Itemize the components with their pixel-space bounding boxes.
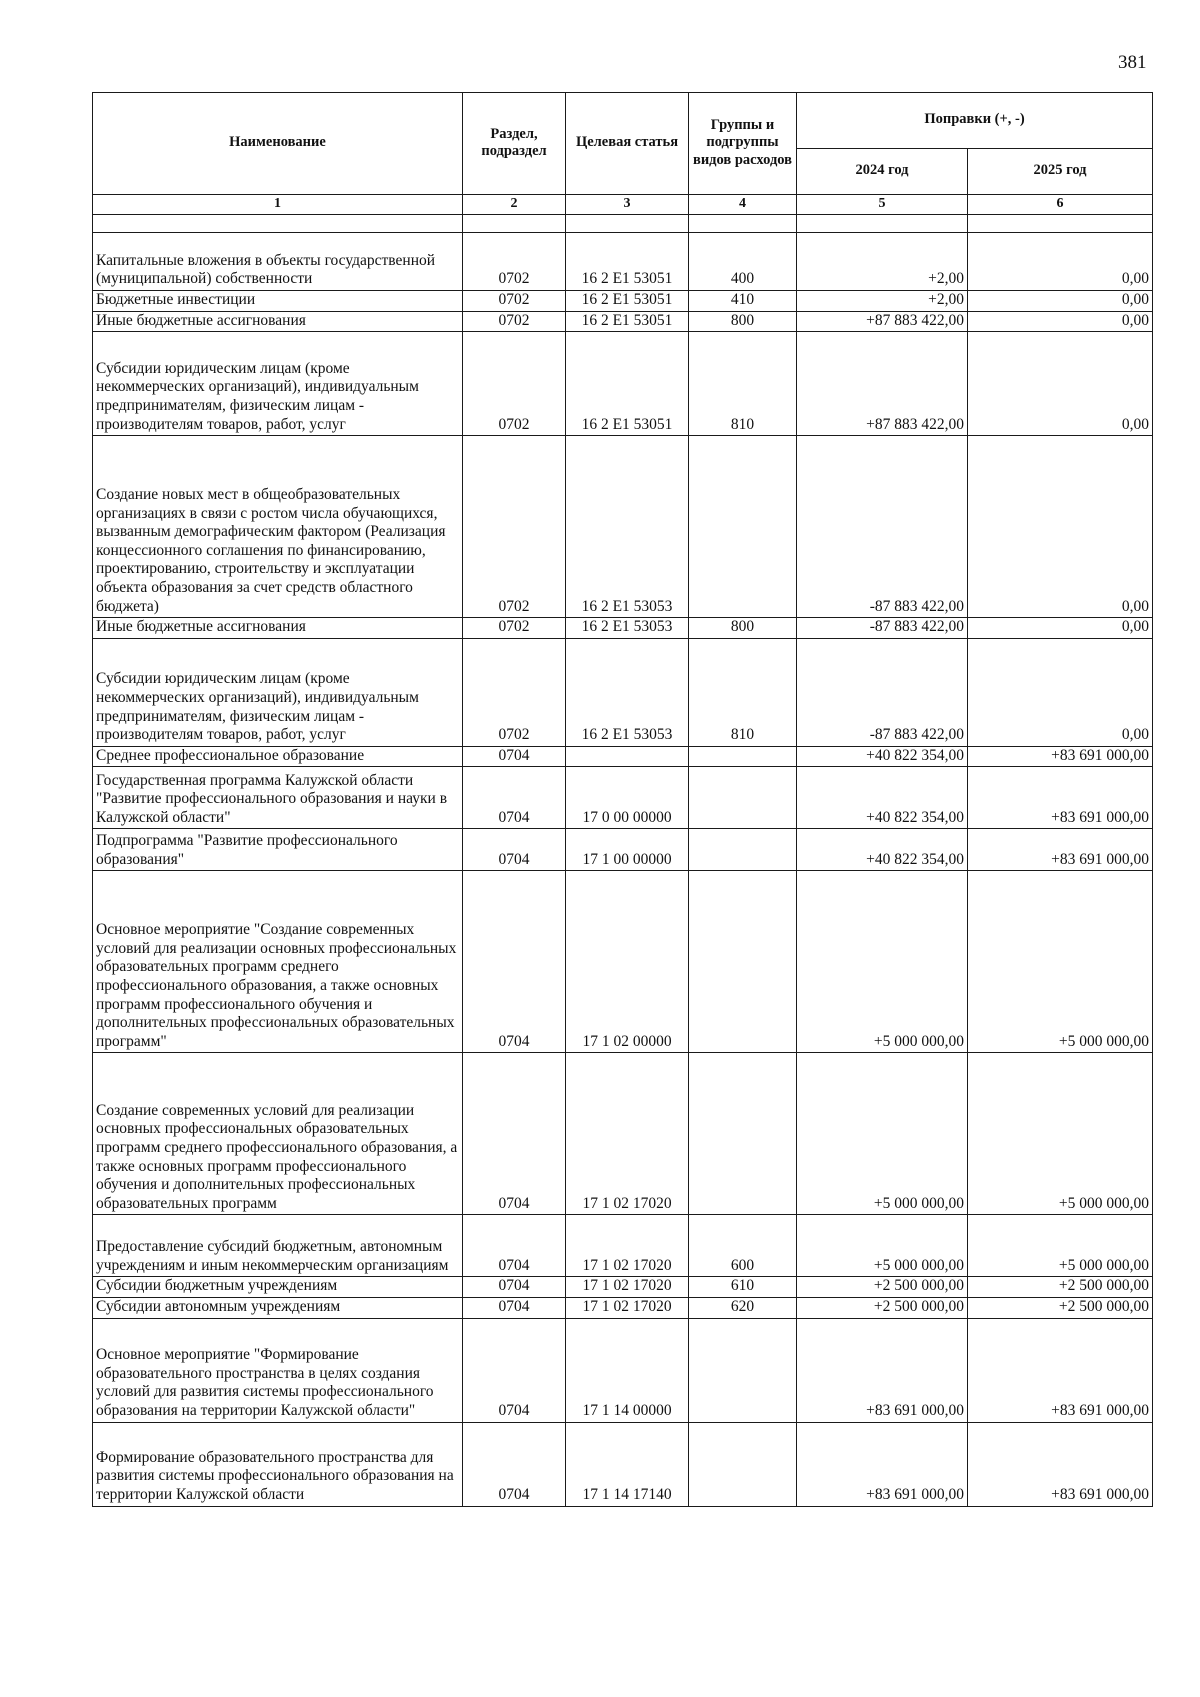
row-name: Бюджетные инвестиции [93,291,463,312]
table-row [93,436,1153,618]
table-row [93,1318,1153,1422]
table-row [93,746,1153,767]
row-section: 0704 [463,871,566,1053]
header-name: Наименование [93,93,463,195]
header-groups: Группы и подгруппы видов расходов [689,93,797,195]
row-section: 0702 [463,638,566,746]
row-name: Субсидии юридическим лицам (кроме некоммерческих организаций), индивидуальным предпринимателям, физическим лицам - производителям товаров, работ, услуг [93,638,463,746]
column-number: 4 [689,195,797,215]
row-amount-2025: 0,00 [968,233,1153,291]
row-amount-2024: -87 883 422,00 [797,618,968,639]
page-number: 381 [1118,52,1147,73]
row-amount-2024: +2 500 000,00 [797,1297,968,1318]
row-target: 16 2 E1 53051 [566,332,689,436]
row-target: 17 1 02 17020 [566,1277,689,1298]
row-section: 0704 [463,1215,566,1277]
row-target: 17 1 02 17020 [566,1215,689,1277]
row-amount-2025: +83 691 000,00 [968,1422,1153,1506]
header-year-2024: 2024 год [797,149,968,195]
row-name: Формирование образовательного пространства для развития системы профессионального образования на территории Калужской области [93,1422,463,1506]
row-target: 17 1 00 00000 [566,829,689,871]
row-group: 810 [689,638,797,746]
row-amount-2025: +2 500 000,00 [968,1297,1153,1318]
row-amount-2025: +5 000 000,00 [968,1215,1153,1277]
row-name: Предоставление субсидий бюджетным, автономным учреждениям и иным некоммерческим организациям [93,1215,463,1277]
header-target: Целевая статья [566,93,689,195]
row-group [689,829,797,871]
row-group [689,1318,797,1422]
table-row [93,1297,1153,1318]
row-amount-2025: +83 691 000,00 [968,1318,1153,1422]
row-target: 17 1 02 17020 [566,1053,689,1215]
row-group [689,746,797,767]
table-row [93,311,1153,332]
column-number: 3 [566,195,689,215]
column-number: 1 [93,195,463,215]
row-group: 810 [689,332,797,436]
row-amount-2025: +2 500 000,00 [968,1277,1153,1298]
row-group: 800 [689,311,797,332]
table-row [93,332,1153,436]
row-amount-2024: +87 883 422,00 [797,332,968,436]
column-number: 2 [463,195,566,215]
row-name: Среднее профессиональное образование [93,746,463,767]
row-name: Субсидии бюджетным учреждениям [93,1277,463,1298]
row-section: 0704 [463,767,566,829]
row-section: 0702 [463,436,566,618]
row-amount-2025: 0,00 [968,436,1153,618]
row-amount-2025: +83 691 000,00 [968,746,1153,767]
row-target: 17 0 00 00000 [566,767,689,829]
row-amount-2024: +83 691 000,00 [797,1318,968,1422]
row-section: 0704 [463,1297,566,1318]
row-group: 410 [689,291,797,312]
row-amount-2024: +5 000 000,00 [797,1215,968,1277]
table-row [93,291,1153,312]
row-amount-2025: +83 691 000,00 [968,829,1153,871]
row-name: Иные бюджетные ассигнования [93,311,463,332]
row-amount-2024: +40 822 354,00 [797,767,968,829]
row-target: 16 2 E1 53053 [566,436,689,618]
table-row [93,1215,1153,1277]
row-amount-2024: +5 000 000,00 [797,1053,968,1215]
budget-table [92,92,1153,1507]
row-name: Создание современных условий для реализации основных профессиональных образовательных программ среднего профессионального образования, а также основных программ профессионального обучения и дополнительных профессиональных образовательных программ [93,1053,463,1215]
table-row [93,829,1153,871]
table-row [93,638,1153,746]
row-amount-2024: -87 883 422,00 [797,436,968,618]
header-amendments: Поправки (+, -) [797,93,1153,149]
row-target: 16 2 E1 53051 [566,233,689,291]
row-group: 600 [689,1215,797,1277]
row-section: 0704 [463,1277,566,1298]
row-group [689,1422,797,1506]
row-section: 0702 [463,233,566,291]
table-body [93,233,1153,1507]
row-amount-2024: -87 883 422,00 [797,638,968,746]
row-name: Капитальные вложения в объекты государственной (муниципальной) собственности [93,233,463,291]
header-row [93,93,1153,149]
table-row [93,767,1153,829]
row-amount-2025: 0,00 [968,618,1153,639]
row-amount-2025: 0,00 [968,638,1153,746]
row-name: Создание новых мест в общеобразовательных организациях в связи с ростом числа обучающихся, вызванным демографическим фактором (Реализация концессионного соглашения по финансированию, проектированию, строительству и эксплуатации объекта образования за счет средств областного бюджета) [93,436,463,618]
row-amount-2024: +40 822 354,00 [797,746,968,767]
row-amount-2025: 0,00 [968,311,1153,332]
row-amount-2024: +87 883 422,00 [797,311,968,332]
row-group: 400 [689,233,797,291]
row-name: Основное мероприятие "Формирование образовательного пространства в целях создания условий для развития системы профессионального образования на территории Калужской области" [93,1318,463,1422]
row-target: 17 1 14 00000 [566,1318,689,1422]
row-amount-2024: +83 691 000,00 [797,1422,968,1506]
row-group [689,1053,797,1215]
row-amount-2024: +2 500 000,00 [797,1277,968,1298]
row-target: 16 2 E1 53053 [566,618,689,639]
table-row [93,1422,1153,1506]
row-section: 0704 [463,1053,566,1215]
row-name: Основное мероприятие "Создание современных условий для реализации основных профессиональных образовательных программ среднего профессионального образования, а также основных программ профессионального обучения и дополнительных профессиональных образовательных программ" [93,871,463,1053]
row-group [689,871,797,1053]
row-section: 0702 [463,311,566,332]
table-row [93,1053,1153,1215]
row-target: 16 2 E1 53051 [566,311,689,332]
row-section: 0704 [463,829,566,871]
row-amount-2024: +2,00 [797,233,968,291]
row-amount-2024: +2,00 [797,291,968,312]
row-amount-2024: +5 000 000,00 [797,871,968,1053]
row-group: 620 [689,1297,797,1318]
row-target: 17 1 14 17140 [566,1422,689,1506]
row-section: 0704 [463,1318,566,1422]
row-section: 0702 [463,618,566,639]
table-row [93,1277,1153,1298]
row-section: 0704 [463,1422,566,1506]
row-name: Субсидии автономным учреждениям [93,1297,463,1318]
row-amount-2025: 0,00 [968,291,1153,312]
column-number-row [93,195,1153,215]
row-target: 16 2 E1 53051 [566,291,689,312]
row-amount-2025: +5 000 000,00 [968,1053,1153,1215]
row-name: Государственная программа Калужской области "Развитие профессионального образования и науки в Калужской области" [93,767,463,829]
row-group [689,767,797,829]
table-row [93,871,1153,1053]
row-amount-2025: +5 000 000,00 [968,871,1153,1053]
row-target [566,746,689,767]
header-section: Раздел, подраздел [463,93,566,195]
row-group: 800 [689,618,797,639]
column-number: 6 [968,195,1153,215]
row-section: 0702 [463,291,566,312]
spacer-row [93,215,1153,233]
column-number: 5 [797,195,968,215]
table-row [93,233,1153,291]
row-target: 17 1 02 17020 [566,1297,689,1318]
row-amount-2025: +83 691 000,00 [968,767,1153,829]
table-row [93,618,1153,639]
row-target: 17 1 02 00000 [566,871,689,1053]
row-section: 0702 [463,332,566,436]
row-group [689,436,797,618]
header-year-2025: 2025 год [968,149,1153,195]
row-name: Иные бюджетные ассигнования [93,618,463,639]
row-amount-2024: +40 822 354,00 [797,829,968,871]
row-amount-2025: 0,00 [968,332,1153,436]
row-target: 16 2 E1 53053 [566,638,689,746]
row-name: Субсидии юридическим лицам (кроме некоммерческих организаций), индивидуальным предпринимателям, физическим лицам - производителям товаров, работ, услуг [93,332,463,436]
row-group: 610 [689,1277,797,1298]
row-name: Подпрограмма "Развитие профессионального образования" [93,829,463,871]
row-section: 0704 [463,746,566,767]
